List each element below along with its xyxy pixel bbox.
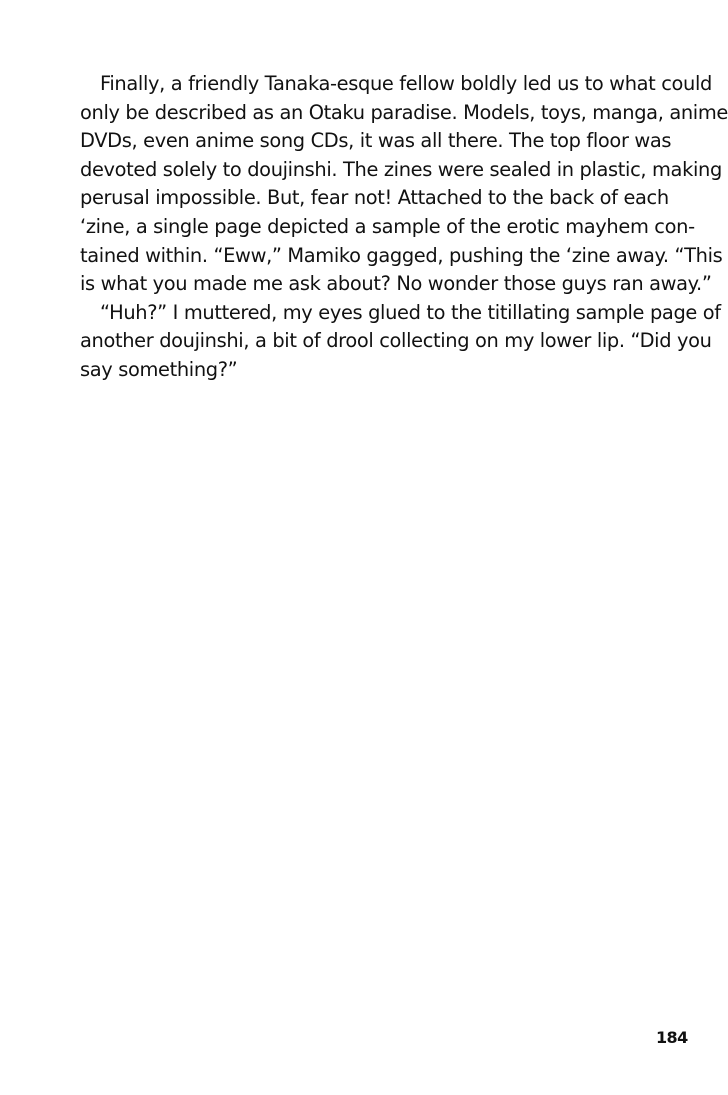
text-line: Finally, a friendly Tanaka-esque fellow boldly led us to what could	[100, 72, 712, 95]
text-line: perusal impossible. But, fear not! Attached to the back of each	[80, 186, 669, 210]
text-line: tained within. “Eww,” Mamiko gagged, pushing the ‘zine away. “This	[80, 243, 723, 267]
body-text	[80, 70, 728, 385]
text-line: “Huh?” I muttered, my eyes glued to the titillating sample page of	[100, 300, 721, 324]
text-line: devoted solely to doujinshi. The zines were sealed in plastic, making	[80, 157, 722, 181]
text-line: another doujinshi, a bit of drool collecting on my lower lip. “Did you	[80, 329, 712, 353]
text-line: ‘zine, a single page depicted a sample of the erotic mayhem con-	[80, 214, 695, 238]
text-line: DVDs, even anime song CDs, it was all there. The top floor was	[80, 129, 672, 153]
page-number: 184	[656, 1028, 688, 1047]
text-line: is what you made me ask about? No wonder those guys ran away.”	[80, 272, 712, 296]
text-line: say something?”	[80, 357, 238, 381]
text-line: only be described as an Otaku paradise. Models, toys, manga, anime	[80, 100, 728, 124]
